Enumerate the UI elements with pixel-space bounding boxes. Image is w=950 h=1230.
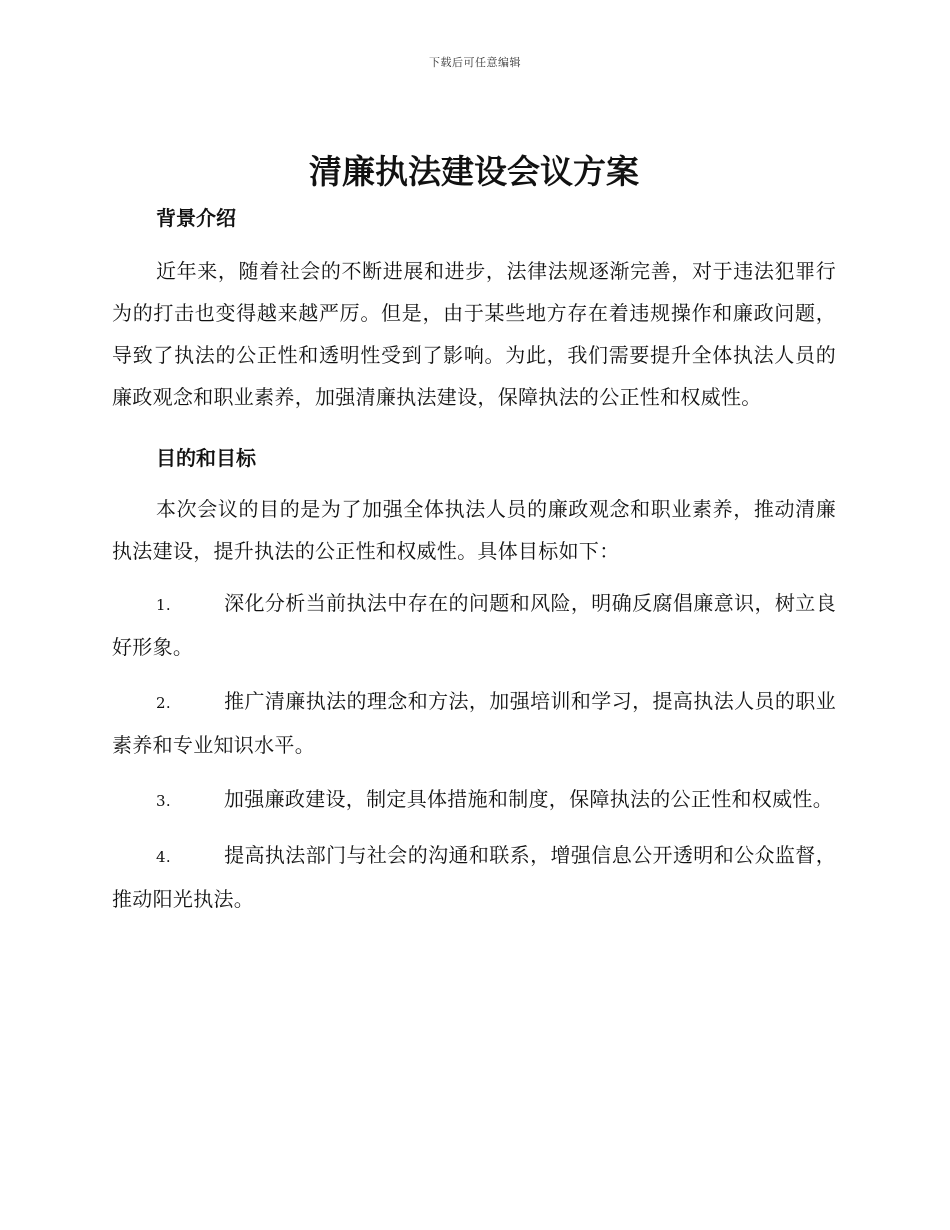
- section-heading-goals: 目的和目标: [156, 446, 256, 470]
- goals-list: [112, 582, 836, 920]
- list-item-text: 深化分析当前执法中存在的问题和风险，明确反腐倡廉意识，树立良好形象。: [112, 591, 836, 659]
- list-item: [112, 834, 836, 920]
- background-paragraph: 近年来，随着社会的不断进展和进步，法律法规逐渐完善，对于违法犯罪行为的打击也变得越来越严厉。但是，由于某些地方存在着违规操作和廉政问题，导致了执法的公正性和透明性受到了影响。为此，我们需要提升全体执法人员的廉政观念和职业素养，加强清廉执法建设，保障执法的公正性和权威性。: [112, 259, 836, 409]
- header-note: 下载后可任意编辑: [429, 56, 521, 69]
- list-item: [112, 680, 836, 766]
- document-title: 清廉执法建设会议方案: [309, 152, 639, 191]
- list-item: [112, 582, 836, 668]
- list-item-number: 3.: [156, 792, 171, 810]
- section-heading-background: 背景介绍: [156, 206, 236, 230]
- document-content: [112, 148, 836, 920]
- list-item-text: 推广清廉执法的理念和方法，加强培训和学习，提高执法人员的职业素养和专业知识水平。: [112, 689, 836, 757]
- list-item-number: 4.: [156, 848, 171, 866]
- list-item-number: 2.: [156, 694, 171, 712]
- list-item-text: 加强廉政建设，制定具体措施和制度，保障执法的公正性和权威性。: [224, 787, 833, 811]
- goals-paragraph: 本次会议的目的是为了加强全体执法人员的廉政观念和职业素养，推动清廉执法建设，提升执法的公正性和权威性。具体目标如下：: [112, 497, 836, 563]
- list-item: [112, 778, 836, 822]
- list-item-number: 1.: [156, 596, 171, 614]
- list-item-text: 提高执法部门与社会的沟通和联系，增强信息公开透明和公众监督，推动阳光执法。: [112, 843, 836, 911]
